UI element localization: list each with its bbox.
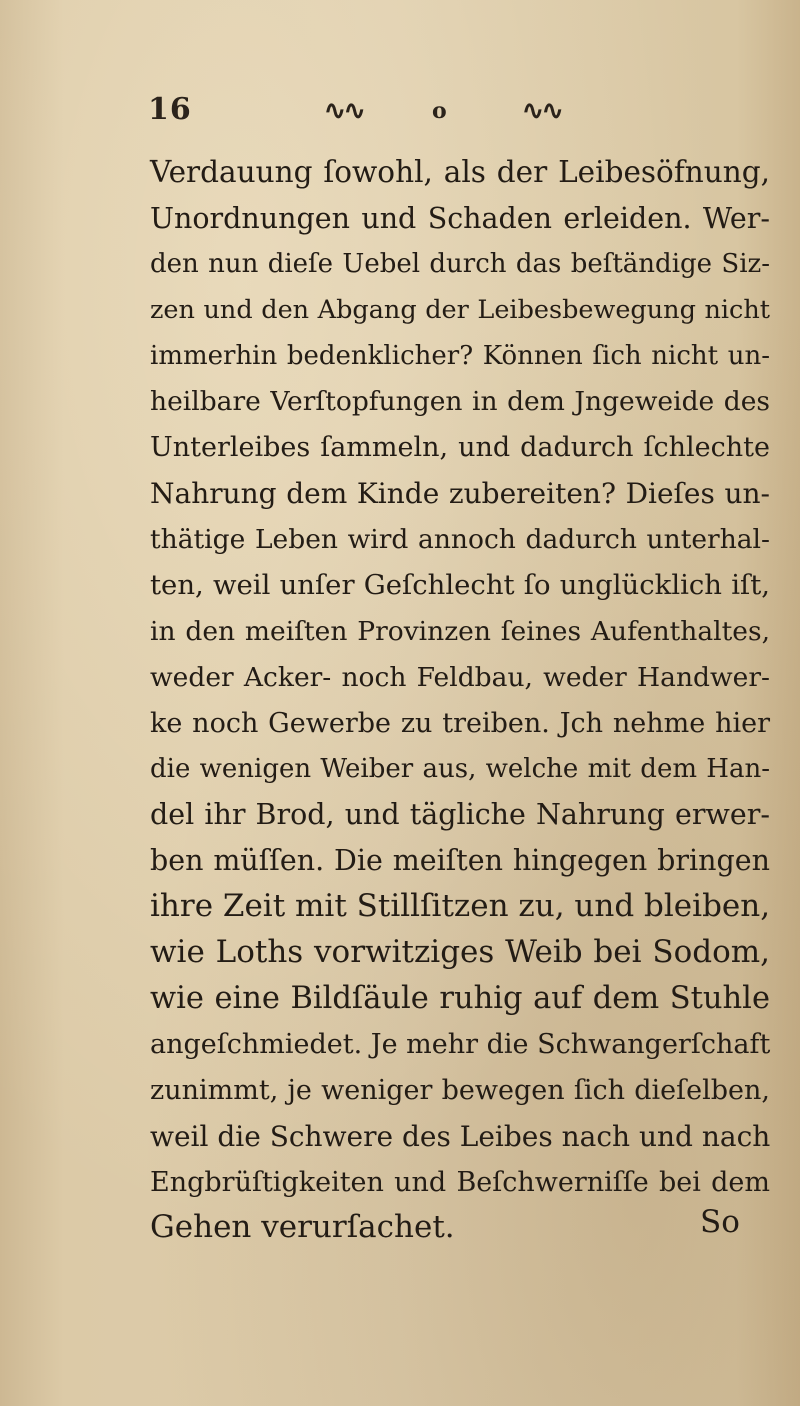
text-line-16: ben müſſen. Die meiſten hingegen bringen [150,844,770,878]
text-line-17: ihre Zeit mit Stillſitzen zu, und bleiben, [150,888,771,925]
text-line-18: wie Loths vorwitziges Weib bei Sodom, [150,934,770,971]
text-line-10: ten, weil unſer Geſchlecht ſo unglücklich iſt, [150,569,770,602]
text-line-13: ke noch Gewerbe zu treiben. Jch nehme hier [150,707,770,739]
text-line-6: heilbare Verſtopfungen in dem Jngeweide des [150,386,770,418]
catchword: So [700,1204,740,1240]
text-line-1: Verdauung ſowohl, als der Leibesöfnung, [150,155,770,189]
text-line-4: zen und den Abgang der Leibesbewegung nicht [150,294,770,325]
text-line-8: Nahrung dem Kinde zubereiten? Dieſes un- [150,477,770,511]
header-ornament-left: ∿∿ [324,96,364,126]
header-ornament-right: ∿∿ [522,96,562,126]
text-line-9: thätige Leben wird annoch dadurch unterhal- [150,524,770,556]
text-line-11: in den meiſten Provinzen ſeines Aufenthaltes, [150,615,770,647]
text-line-24: Gehen verurſachet. [150,1209,455,1246]
text-line-23: Engbrüſtigkeiten und Beſchwerniſſe bei dem [150,1166,770,1198]
text-line-21: zunimmt, je weniger bewegen ſich dieſelben, [150,1074,770,1106]
text-line-19: wie eine Bildſäule ruhig auf dem Stuhle [150,981,770,1017]
body-text [150,150,770,1251]
page-number: 16 [148,92,192,127]
text-line-7: Unterleibes ſammeln, und dadurch ſchlechte [150,432,770,464]
text-line-20: angeſchmiedet. Je mehr die Schwangerſchaft [150,1028,771,1060]
text-line-12: weder Acker- noch Feldbau, weder Handwer- [150,661,770,693]
text-line-3: den nun dieſe Uebel durch das beſtändige Siz- [150,248,770,279]
text-line-5: immerhin bedenklicher? Können ſich nicht un- [150,340,770,371]
page-header [148,92,668,132]
text-line-2: Unordnungen und Schaden erleiden. Wer- [150,201,770,235]
text-line-22: weil die Schwere des Leibes nach und nach [150,1119,771,1153]
text-line-15: del ihr Brod, und tägliche Nahrung erwer- [150,798,770,832]
header-ornament-center: o [432,98,445,124]
text-line-14: die wenigen Weiber aus, welche mit dem Han- [150,753,770,784]
